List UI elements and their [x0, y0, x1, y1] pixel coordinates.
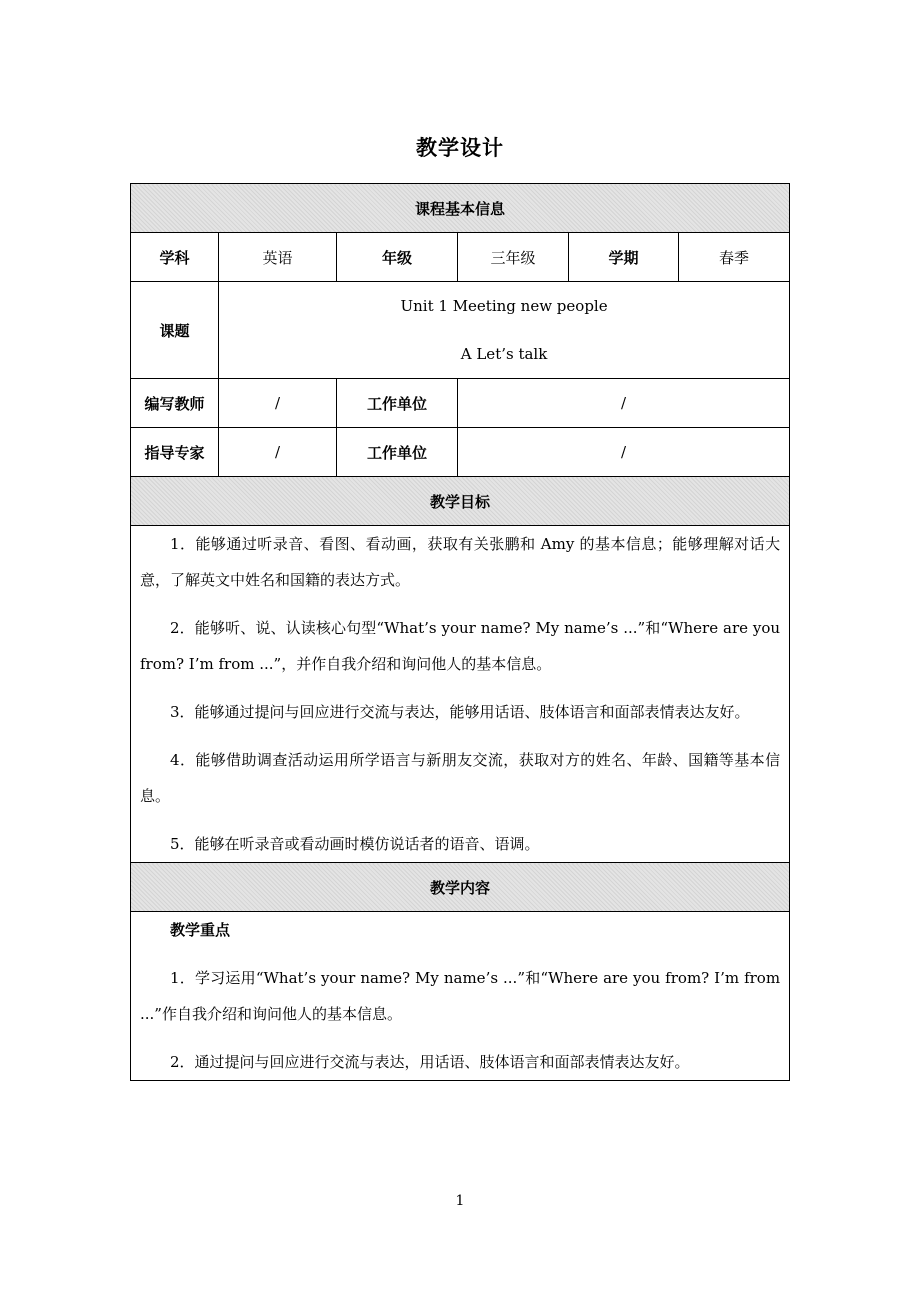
objectives-body: [131, 526, 790, 863]
objective-item: 5．能够在听录音或看动画时模仿说话者的语音、语调。: [170, 835, 540, 853]
author-row: [131, 379, 790, 428]
key-point-item: 2．通过提问与回应进行交流与表达，用话语、肢体语言和面部表情表达友好。: [170, 1053, 690, 1071]
key-points-heading: 教学重点: [170, 921, 231, 939]
document-title: 教学设计: [416, 136, 504, 160]
objective-item: 4．能够借助调查活动运用所学语言与新朋友交流，获取对方的姓名、年龄、国籍等基本信息。: [140, 751, 781, 805]
author-label: 编写教师: [131, 379, 219, 428]
topic-row: [131, 282, 790, 379]
subject-row: [131, 233, 790, 282]
advisor-unit-value: /: [458, 428, 790, 477]
grade-label: 年级: [337, 233, 458, 282]
term-label: 学期: [569, 233, 679, 282]
grade-value: 三年级: [458, 233, 569, 282]
basic-info-header: 课程基本信息: [131, 184, 790, 233]
advisor-unit-label: 工作单位: [337, 428, 458, 477]
lesson-plan-table: [130, 183, 790, 1081]
page-number: 1: [455, 1193, 465, 1209]
topic-label: 课题: [131, 282, 219, 379]
objectives-header: 教学目标: [131, 477, 790, 526]
content-header: 教学内容: [131, 863, 790, 912]
topic-value: [219, 282, 790, 379]
content-body: [131, 912, 790, 1081]
objective-item: 3．能够通过提问与回应进行交流与表达，能够用话语、肢体语言和面部表情表达友好。: [170, 703, 750, 721]
topic-unit-title: Unit 1 Meeting new people: [400, 297, 608, 315]
subject-label: 学科: [131, 233, 219, 282]
advisor-value: /: [219, 428, 337, 477]
topic-lesson-title: A Let’s talk: [460, 345, 548, 363]
advisor-label: 指导专家: [131, 428, 219, 477]
key-point-item: 1．学习运用“What’s your name? My name’s ...”和“Where are you from? I’m from ...”作自我介绍和询问他人的基本信息。: [140, 969, 781, 1023]
author-unit-label: 工作单位: [337, 379, 458, 428]
term-value: 春季: [679, 233, 790, 282]
objective-item: 2．能够听、说、认读核心句型“What’s your name? My name’s ...”和“Where are you from? I’m from ...”，并作自我介绍和询问他人的基本信息。: [140, 619, 781, 673]
objective-item: 1．能够通过听录音、看图、看动画，获取有关张鹏和 Amy 的基本信息；能够理解对话大意，了解英文中姓名和国籍的表达方式。: [140, 535, 781, 589]
advisor-row: [131, 428, 790, 477]
author-value: /: [219, 379, 337, 428]
subject-value: 英语: [219, 233, 337, 282]
author-unit-value: /: [458, 379, 790, 428]
